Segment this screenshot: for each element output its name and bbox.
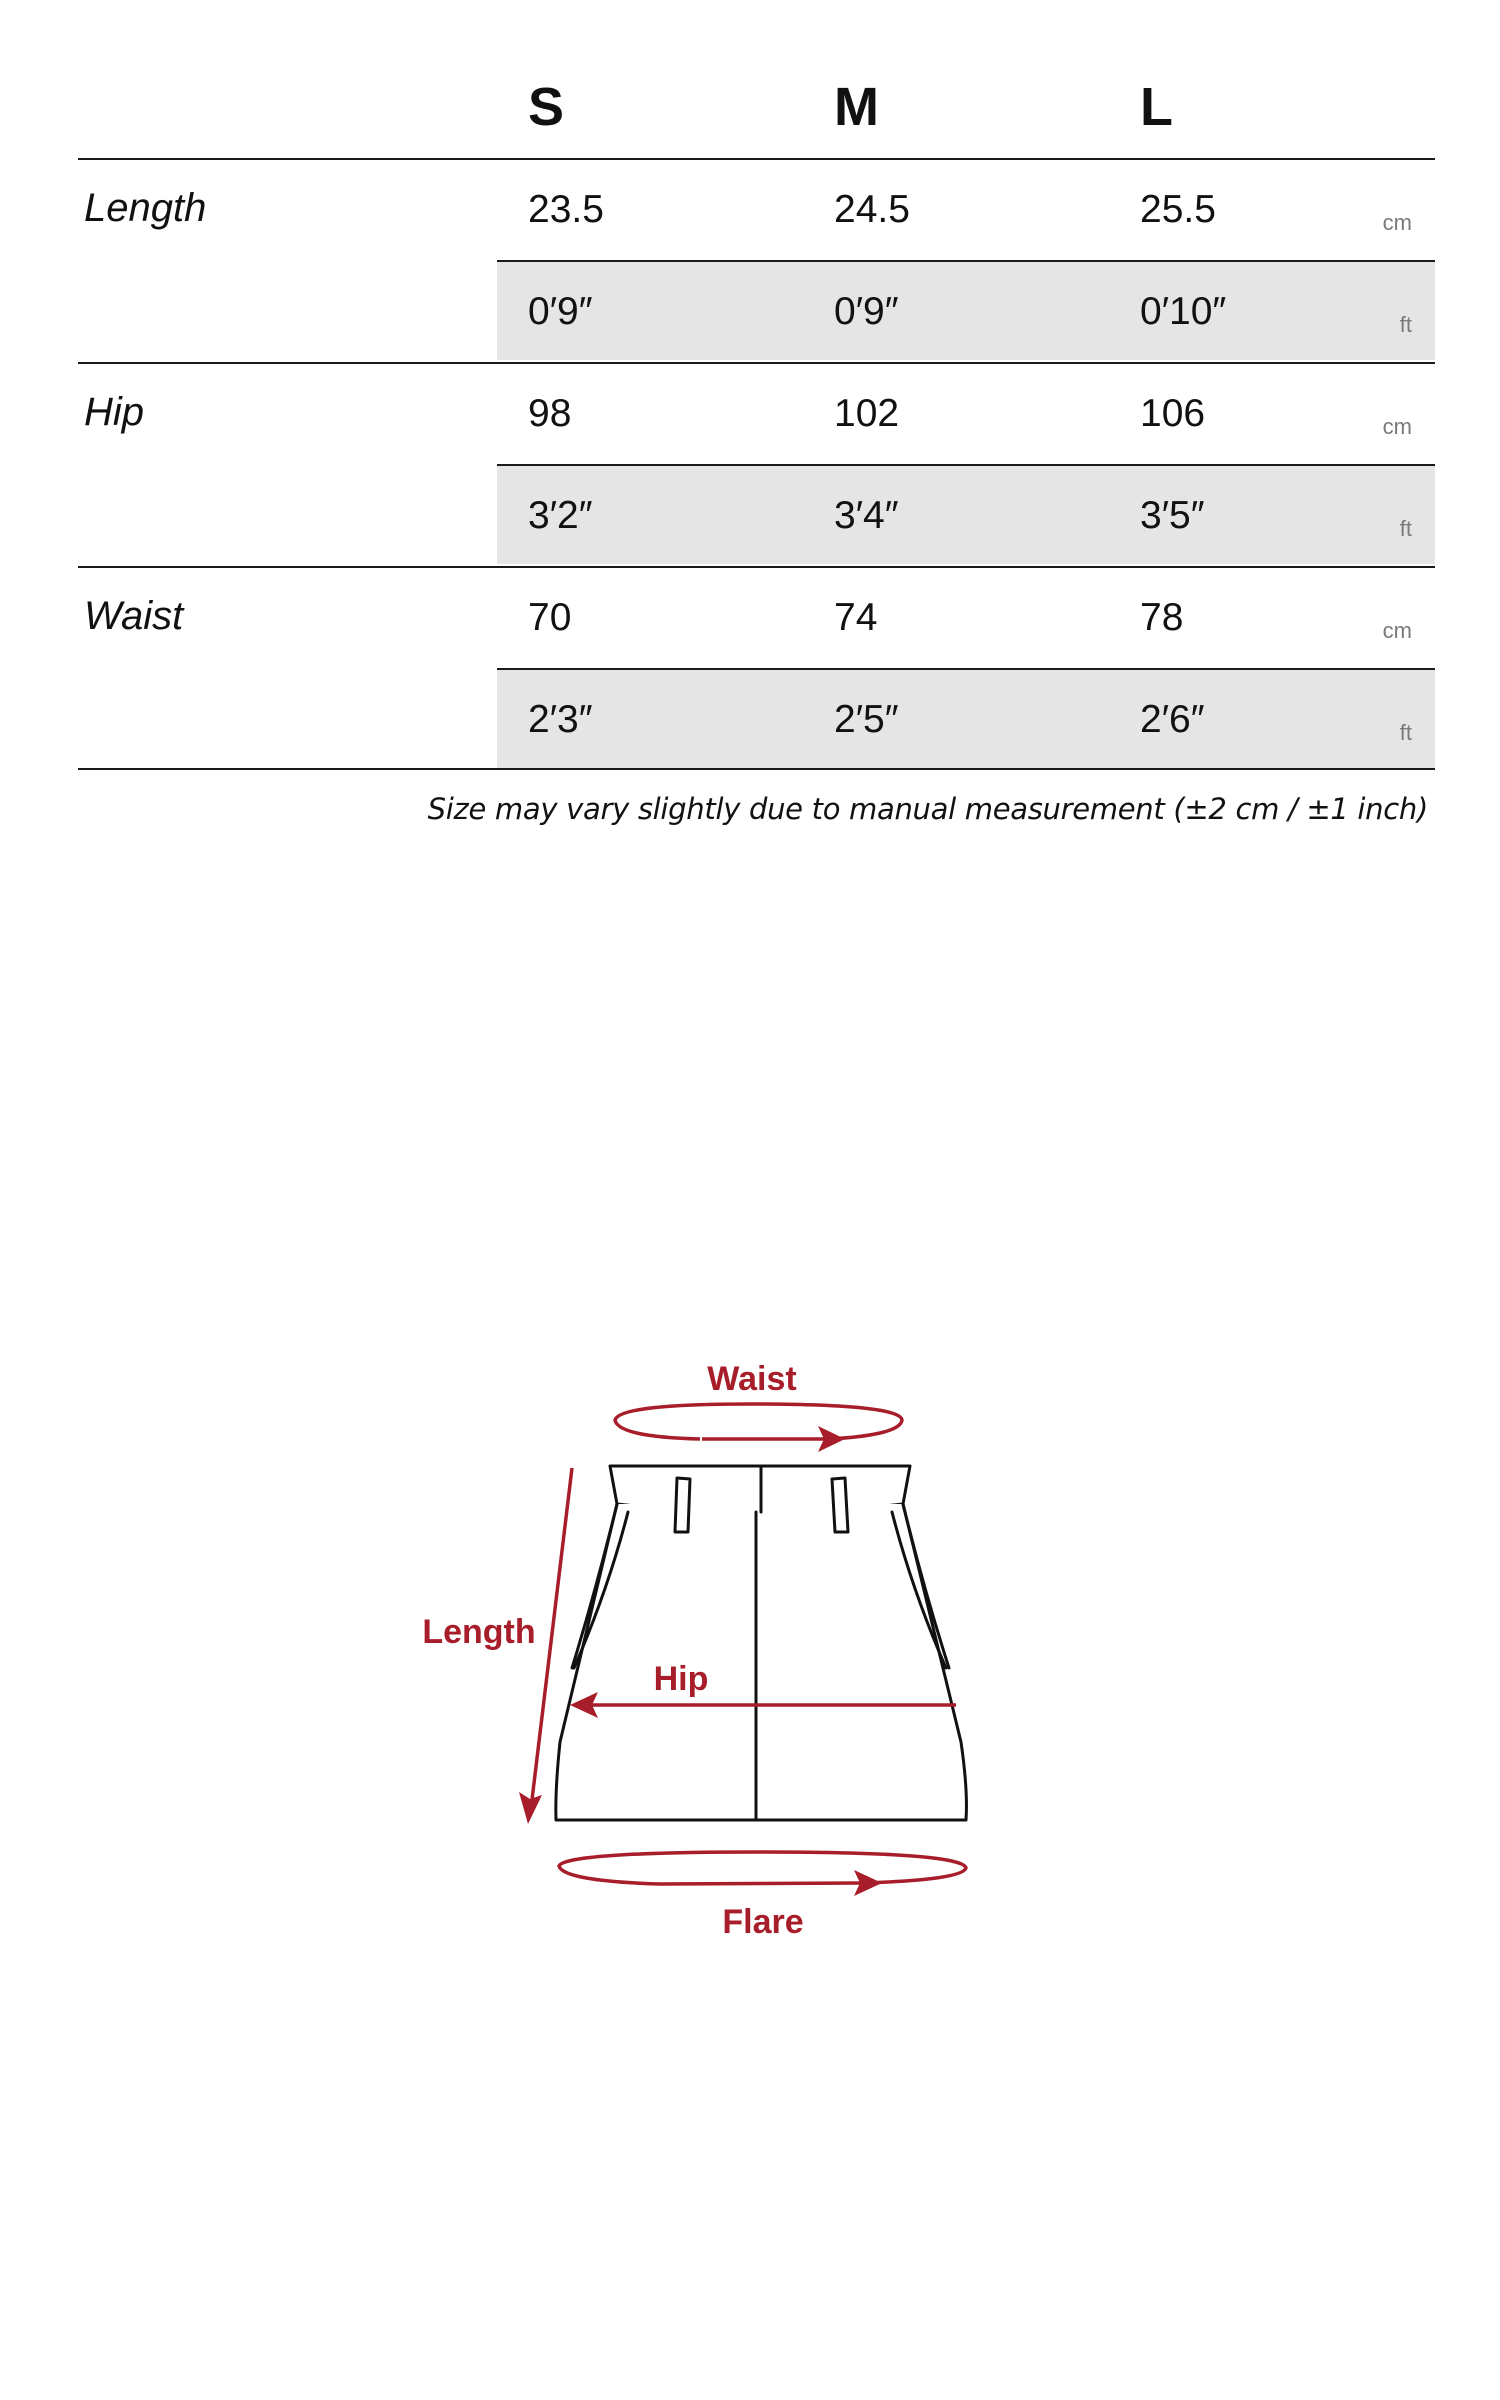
diagram-label-waist: Waist <box>707 1360 797 1398</box>
hip-cm-m: 102 <box>834 392 900 435</box>
length-ft-m: 0′9″ <box>834 290 899 333</box>
waist-ft-m: 2′5″ <box>834 698 899 741</box>
length-cm-s: 23.5 <box>528 188 604 231</box>
table-divider <box>497 260 1435 262</box>
table-divider <box>78 362 1435 364</box>
length-arrowhead <box>519 1792 542 1824</box>
hip-ft-l: 3′5″ <box>1140 494 1205 537</box>
flare-arrow-icon <box>559 1852 966 1884</box>
table-divider <box>78 768 1435 770</box>
unit-ft: ft <box>1399 720 1412 745</box>
unit-cm: cm <box>1382 210 1412 235</box>
skirt-diagram-svg <box>0 1300 1500 2000</box>
diagram-label-hip: Hip <box>653 1660 709 1698</box>
length-cm-m: 24.5 <box>834 188 910 231</box>
waist-ft-l: 2′6″ <box>1140 698 1205 741</box>
skirt-measurement-diagram <box>0 1300 1500 2000</box>
unit-ft: ft <box>1399 312 1412 337</box>
skirt-outline-icon <box>556 1466 967 1820</box>
measure-label-length: Length <box>84 186 207 230</box>
unit-cm: cm <box>1382 414 1412 439</box>
length-ft-row-bg <box>497 262 1435 360</box>
waist-arrow-icon <box>615 1404 902 1439</box>
size-header-l: L <box>1140 77 1173 137</box>
waist-cm-l: 78 <box>1140 596 1184 639</box>
size-header-m: M <box>834 77 879 137</box>
waist-ft-s: 2′3″ <box>528 698 593 741</box>
waist-cm-m: 74 <box>834 596 878 639</box>
hip-ft-m: 3′4″ <box>834 494 899 537</box>
measure-label-hip: Hip <box>84 390 145 434</box>
waist-ft-row-bg <box>497 670 1435 768</box>
diagram-label-flare: Flare <box>722 1903 804 1941</box>
diagram-label-length: Length <box>422 1613 536 1651</box>
hip-cm-s: 98 <box>528 392 572 435</box>
table-divider <box>497 668 1435 670</box>
table-divider <box>497 464 1435 466</box>
hip-ft-row-bg <box>497 466 1435 564</box>
waist-cm-s: 70 <box>528 596 572 639</box>
unit-ft: ft <box>1399 516 1412 541</box>
table-divider <box>78 158 1435 160</box>
length-ft-s: 0′9″ <box>528 290 593 333</box>
table-divider <box>78 566 1435 568</box>
length-cm-l: 25.5 <box>1140 188 1216 231</box>
measure-label-waist: Waist <box>84 594 184 638</box>
length-ft-l: 0′10″ <box>1140 290 1227 333</box>
measurement-note: Size may vary slightly due to manual measurement (±2 cm / ±1 inch) <box>427 792 1428 826</box>
hip-cm-l: 106 <box>1140 392 1206 435</box>
unit-cm: cm <box>1382 618 1412 643</box>
size-header-s: S <box>528 77 565 137</box>
size-chart <box>0 0 1500 900</box>
hip-ft-s: 3′2″ <box>528 494 593 537</box>
